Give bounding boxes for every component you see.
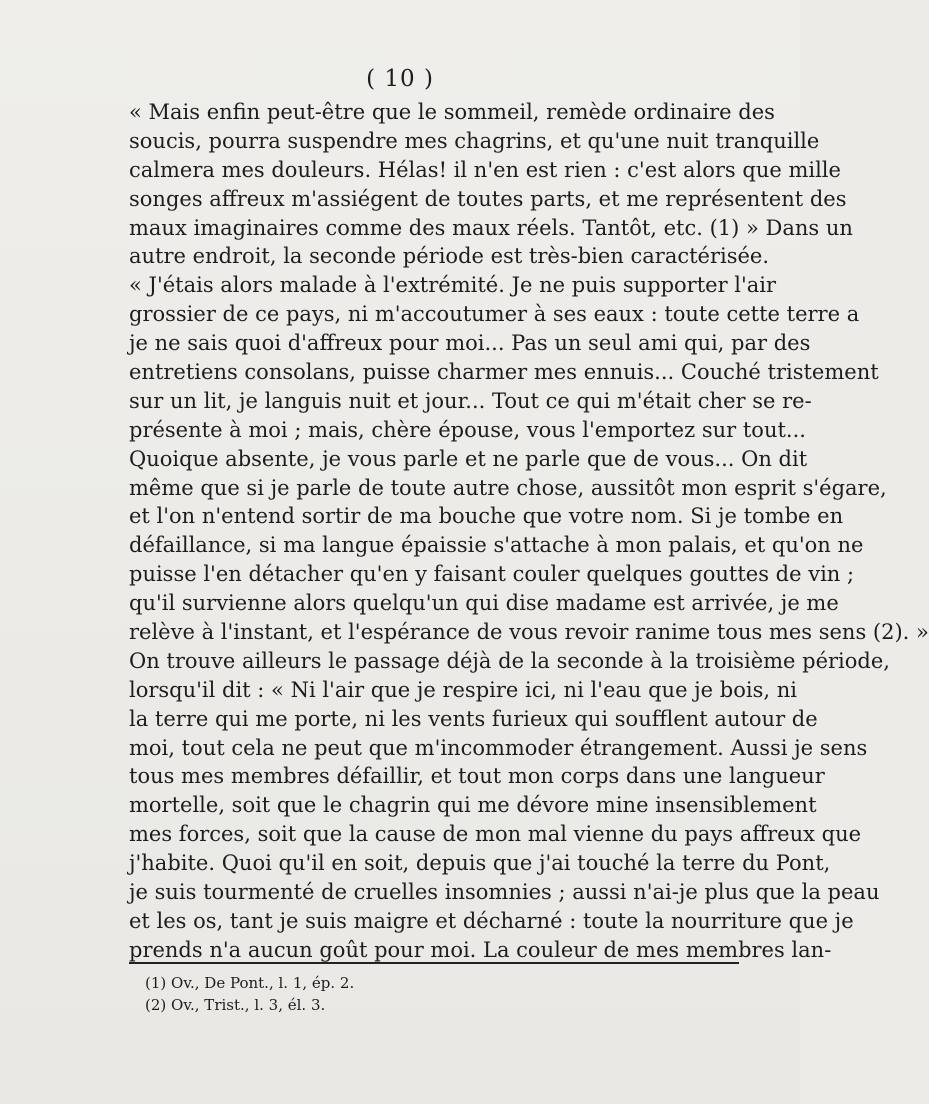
text-line: Quoique absente, je vous parle et ne parle que de vous... On dit	[129, 446, 808, 471]
text-line: lorsqu'il dit : « Ni l'air que je respire ici, ni l'eau que je bois, ni	[129, 677, 797, 702]
footnote-divider	[129, 962, 739, 964]
text-line: mortelle, soit que le chagrin qui me dévore mine insensiblement	[129, 793, 817, 818]
text-line: j'habite. Quoi qu'il en soit, depuis que j'ai touché la terre du Pont,	[129, 851, 831, 876]
text-line: songes affreux m'assiégent de toutes parts, et me représentent des	[129, 186, 847, 211]
text-line: présente à moi ; mais, chère épouse, vous l'emportez sur tout...	[129, 417, 806, 442]
text-line: la terre qui me porte, ni les vents furieux qui soufflent autour de	[129, 706, 818, 731]
text-line: grossier de ce pays, ni m'accoutumer à ses eaux : toute cette terre a	[129, 302, 860, 327]
text-line: calmera mes douleurs. Hélas! il n'en est rien : c'est alors que mille	[129, 157, 841, 182]
text-line: mes forces, soit que la cause de mon mal vienne du pays affreux que	[129, 822, 862, 847]
text-line: et les os, tant je suis maigre et décharné : toute la nourriture que je	[129, 908, 854, 933]
text-line: je ne sais quoi d'affreux pour moi... Pas un seul ami qui, par des	[129, 331, 811, 356]
text-line: moi, tout cela ne peut que m'incommoder étrangement. Aussi je sens	[129, 735, 868, 760]
text-line: entretiens consolans, puisse charmer mes ennuis... Couché tristement	[129, 360, 879, 385]
text-line: On trouve ailleurs le passage déjà de la seconde à la troisième période,	[129, 648, 890, 673]
text-line: et l'on n'entend sortir de ma bouche que votre nom. Si je tombe en	[129, 504, 844, 529]
text-line: soucis, pourra suspendre mes chagrins, et qu'une nuit tranquille	[129, 128, 820, 153]
footnote: (2) Ov., Trist., l. 3, él. 3.	[145, 996, 326, 1014]
text-line: maux imaginaires comme des maux réels. Tantôt, etc. (1) » Dans un	[129, 215, 853, 240]
text-line: « J'étais alors malade à l'extrémité. Je ne puis supporter l'air	[129, 273, 777, 298]
text-line: défaillance, si ma langue épaissie s'attache à mon palais, et qu'on ne	[129, 533, 864, 558]
footnote: (1) Ov., De Pont., l. 1, ép. 2.	[145, 974, 355, 992]
text-line: prends n'a aucun goût pour moi. La couleur de mes membres lan-	[129, 937, 832, 962]
text-line: même que si je parle de toute autre chose, aussitôt mon esprit s'égare,	[129, 475, 887, 500]
text-line: puisse l'en détacher qu'en y faisant couler quelques gouttes de vin ;	[129, 562, 855, 587]
footnotes	[145, 972, 645, 1016]
text-line: relève à l'instant, et l'espérance de vous revoir ranime tous mes sens (2). »	[129, 620, 929, 645]
text-line: sur un lit, je languis nuit et jour... Tout ce qui m'était cher se re-	[129, 388, 812, 413]
text-line: je suis tourmenté de cruelles insomnies ; aussi n'ai-je plus que la peau	[129, 880, 880, 905]
body-text	[129, 98, 929, 965]
text-line: qu'il survienne alors quelqu'un qui dise madame est arrivée, je me	[129, 591, 839, 616]
text-line: tous mes membres défaillir, et tout mon corps dans une langueur	[129, 764, 825, 789]
page-number: ( 10 )	[366, 66, 434, 92]
text-line: autre endroit, la seconde période est très-bien caractérisée.	[129, 244, 770, 269]
text-line: « Mais enfin peut-être que le sommeil, remède ordinaire des	[129, 100, 775, 124]
